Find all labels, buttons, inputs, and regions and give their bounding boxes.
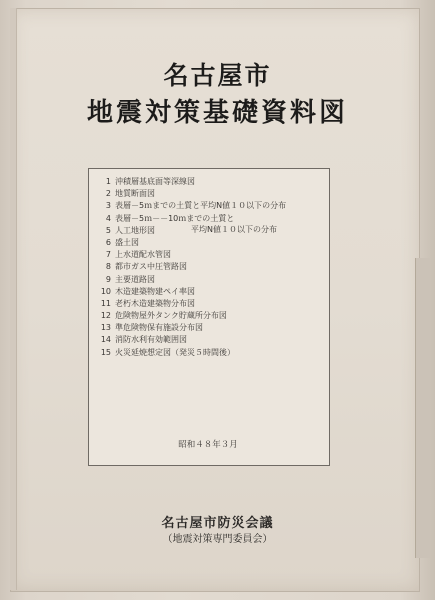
list-item: 9 主要道路図 <box>105 274 155 284</box>
list-item: 15 火災延焼想定図（発災５時間後） <box>100 347 235 357</box>
list-item: 1 沖積層基底面等深線図 <box>105 177 195 186</box>
list-item: 12 危険物屋外タンク貯蔵所分布図 <box>100 311 227 321</box>
contents-list <box>100 176 326 359</box>
list-item: 10 木造建築物建ペイ率図 <box>100 286 195 296</box>
list-item: 11 老朽木造建築物分布図 <box>100 298 195 308</box>
title-line-1: 名古屋市 <box>163 61 272 90</box>
item-4-continuation: 平均N値１０以下の分布 <box>191 225 277 234</box>
list-item: 8 都市ガス中圧管路図 <box>105 262 187 272</box>
publication-date: 昭和４８年３月 <box>178 440 238 450</box>
list-item: 6 盛土図 <box>105 237 139 247</box>
list-item: 7 上水道配水管図 <box>105 250 171 260</box>
publisher-subtitle: （地震対策専門委員会） <box>162 534 273 545</box>
list-item: 3 表層－5ｍまでの土質と平均N値１０以下の分布 <box>105 201 287 211</box>
list-item: 14 消防水利有効範囲図 <box>100 335 187 345</box>
title-line-2: 地震対策基礎資料図 <box>86 98 348 128</box>
publisher: 名古屋市防災会議 <box>161 516 274 531</box>
list-item: 4 表層－5ｍ－－10ｍまでの土質と <box>105 213 235 223</box>
list-item: 5 人工地形図 <box>105 225 155 235</box>
list-item: 2 地質断面図 <box>105 189 155 199</box>
list-item: 13 準危険物保有施設分布図 <box>100 323 203 333</box>
